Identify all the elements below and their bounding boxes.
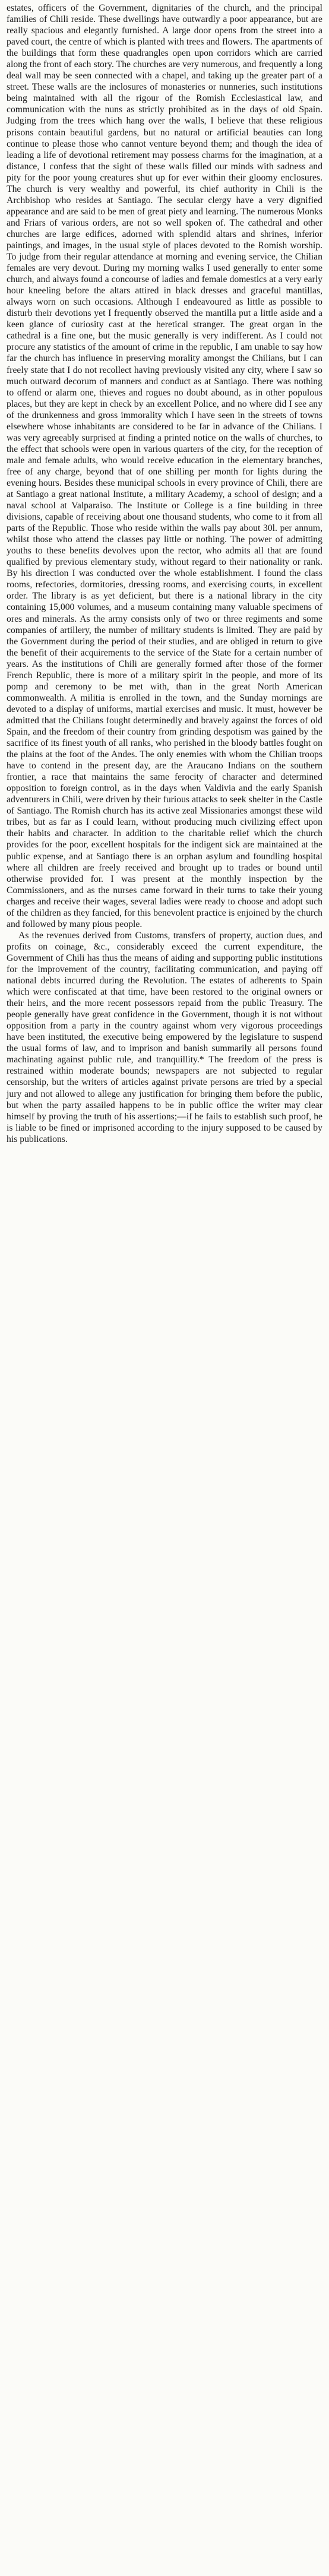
article-paragraph-revenues: As the revenues derived from Customs, transfers of property, auction dues, and profits on coinage, &c., considerably exceed the current expenditure, the Government of Chili has thus the means of aiding and supporting public institutions for the improvement of the country, facilitating communication, and paying off national debts incurred during the Revolution. The estates of adherents to Spain which were confiscated at that time, have been restored to the original owners or their heirs, and the more recent possessors repaid from the public Treasury. The people generally have great confidence in the Government, though it is not without opposition from a party in the country against whom very vigorous proceedings have been instituted, the executive being empowered by the legislature to suspend the usual forms of law, and to imprison and banish summarily all persons found machinating against public rule, and tranquillity.* The freedom of the press is restrained within moderate bounds; newspapers are not subjected to regular censorship, but the writers of articles against private persons are tried by a special jury and not allowed to allege any justification for bringing them before the public, but when the party assailed happens to be in public office the writer may clear himself by proving the truth of his assertions;—if he fails to establish such proof, he is liable to be fined or imprisoned according to the injury supposed to be caused by his publications. [7, 930, 322, 1144]
article-paragraph-santiago-description: estates, officers of the Government, dignitaries of the church, and the principal families of Chili reside. These dwellings have outwardly a poor appearance, but are really spacious and elegantly furnished. A large door opens from the street into a paved court, the centre of which is planted with trees and flowers. The apartments of the buildings that form these quadrangles open upon corridors which are carried along the front of each story. The churches are very numerous, and frequently a long deal wall may be seen connected with a chapel, and taking up the greater part of a street. These walls are the inclosures of monasteries or nunneries, such institutions being maintained with all the rigour of the Romish Ecclesiastical law, and communication with the nuns as strictly prohibited as in the days of old Spain. Judging from the trees which hang over the walls, I believe that these religious prisons contain beautiful gardens, but no natural or artificial beauties can long continue to please those who cannot venture beyond them; and though the idea of leading a life of devotional retirement may possess charms for the imagination, at a distance, I confess that the sight of these walls filled our minds with sadness and pity for the poor young creatures shut up for ever within their gloomy enclosures. The church is very wealthy and powerful, its chief authority in Chili is the Archbishop who resides at Santiago. The secular clergy have a very dignified appearance and are said to be men of great piety and learning. The numerous Monks and Friars of various orders, are not so well spoken of. The cathedral and other churches are large edifices, adorned with splendid altars and shrines, inferior paintings, and images, in the usual style of places devoted to the Romish worship. To judge from their regular attendance at morning and evening service, the Chilian females are very devout. During my morning walks I used generally to enter some church, and always found a concourse of ladies and female domestics at a very early hour kneeling before the altars attired in black dresses and graceful mantillas, always worn on such occasions. Although I endeavoured as little as possible to disturb their devotions yet I frequently observed the mantilla put a little aside and a keen glance of curiosity cast at the heretical stranger. The great organ in the cathedral is a fine one, but the music generally is very indifferent. As I could not procure any statistics of the amount of crime in the republic, I am unable to say how far the church has influence in preserving morality amongst the Chilians, but I can freely state that I do not recollect having previously visited any city, where I saw so much outward decorum of manners and conduct as at Santiago. There was nothing to offend or alarm one, thieves and rogues no doubt abound, as in other populous places, but they are kept in check by an excellent Police, and no where did I see any of the drunkenness and gross immorality which I have seen in the streets of towns elsewhere whose inhabitants are considered to be far in advance of the Chilians. I was very agreeably surprised at finding a printed notice on the walls of churches, to the effect that schools were open in various quarters of the city, for the reception of male and female adults, who would receive education in the elementary branches, free of any charge, beyond that of one shilling per month for lights during the evening hours. Besides these municipal schools in every province of Chili, there are at Santiago a great national Institute, a military Academy, a school of design; and a naval school at Valparaiso. The Institute or College is a fine building in three divisions, capable of receiving about one thousand students, who come to it from all parts of the Republic. Those who reside within the walls pay about 30l. per annum, whilst those who attend the classes pay little or nothing. The power of admitting youths to these benefits devolves upon the rector, who admits all that are found qualified by previous elementary study, without regard to their nationality or rank. By his direction I was conducted over the whole establishment. I found the class rooms, refectories, dormitories, dressing rooms, and exercising courts, in excellent order. The library is as yet deficient, but there is a national library in the city containing 15,000 volumes, and a museum containing many valuable specimens of ores and minerals. As the army consists only of two or three regiments and some companies of artillery, the number of military students is limited. They are paid by the Government during the period of their studies, and are obliged in return to give the benefit of their acquirements to the service of the State for a certain number of years. As the institutions of Chili are generally formed after those of the former French Republic, there is more of a military spirit in the people, and more of its pomp and ceremony to be met with, than in the great North American commonwealth. A militia is enrolled in the town, and the Sunday mornings are devoted to a display of uniforms, martial exercises and music. It must, however be admitted that the Chilians fought determinedly and bravely against the forces of old Spain, and the freedom of their country from grinding despotism was gained by the sacrifice of its finest youth of all ranks, who perished in the bloody battles fought on the plains at the foot of the Andes. The only enemies with whom the Chilian troops have to contend in the present day, are the Araucano Indians on the southern frontier, a race that maintains the same ferocity of character and determined opposition to foreign control, as in the days when Valdivia and the early Spanish adventurers in Chili, were driven by their furious attacks to seek shelter in the Castle of Santiago. The Romish church has its active zeal Missionaries amongst these wild tribes, but as far as I could learn, without producing much civilizing effect upon their habits and character. In addition to the charitable relief which the church provides for the poor, excellent hospitals for the indigent sick are maintained at the public expense, and at Santiago there is an orphan asylum and foundling hospital where all children are freely received and brought up to trades or bound until otherwise provided for. I was present at the monthly inspection by the Commissioners, and as the nurses came forward in their turns to take their young charges and receive their wages, several ladies were ready to choose and adopt such of the children as they fancied, for this benevolent practice is enjoined by the church and followed by many pious people. [7, 3, 322, 929]
